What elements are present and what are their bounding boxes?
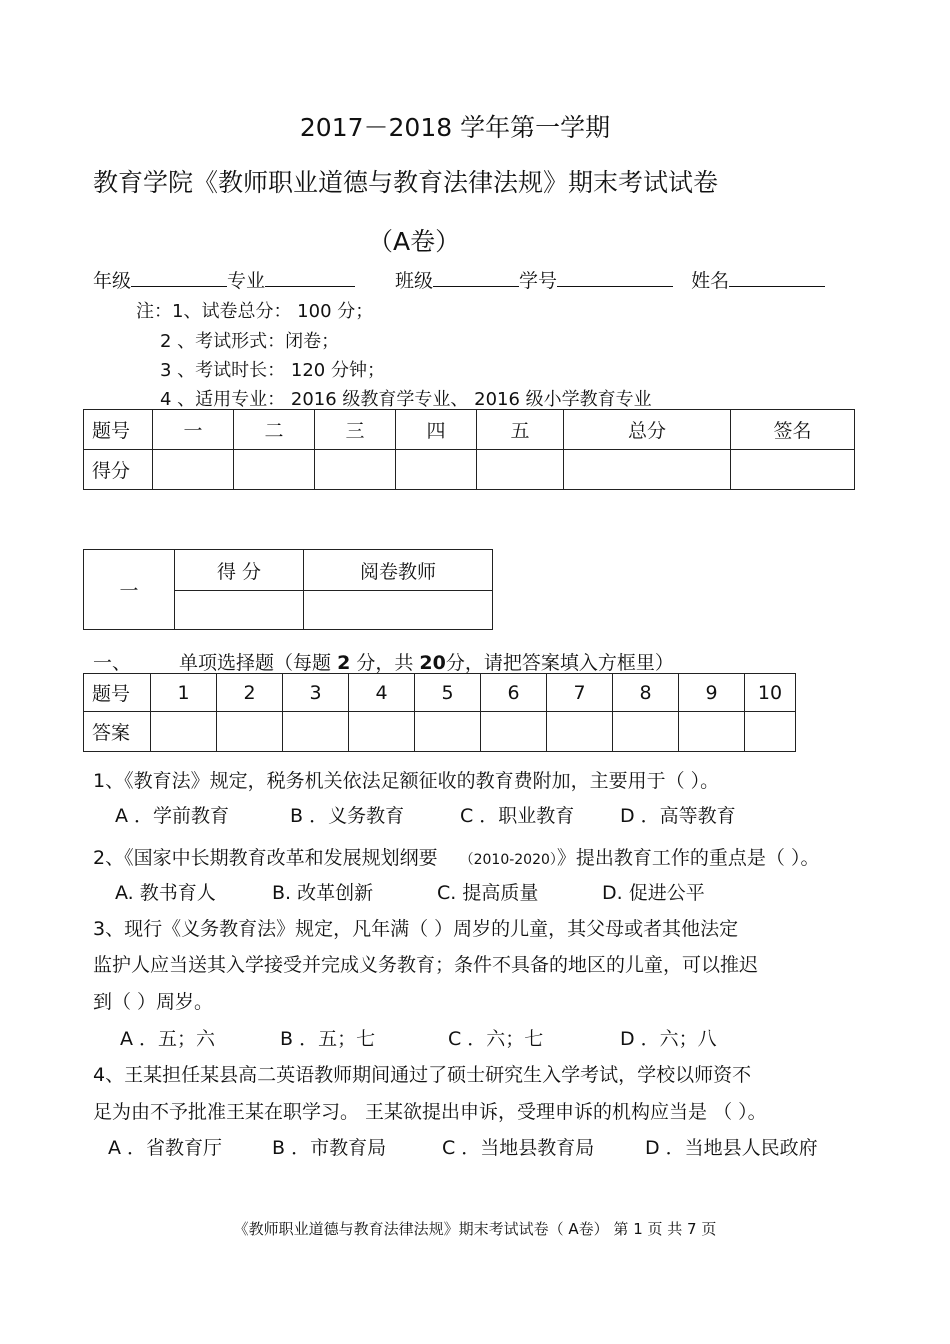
score-cell-4[interactable] <box>396 450 477 490</box>
score-table-header-5: 五 <box>477 410 564 450</box>
answer-cell-9[interactable] <box>679 712 745 752</box>
answer-table-number-5: 5 <box>415 674 481 712</box>
score-cell-5[interactable] <box>477 450 564 490</box>
score-table-header-3: 三 <box>315 410 396 450</box>
question-2-text-a: 2、《国家中长期教育改革和发展规划纲要 <box>93 847 438 869</box>
score-table-header-signature: 签名 <box>731 410 855 450</box>
note-2: 2 、考试形式：闭卷； <box>160 331 340 352</box>
exam-term: 2017－2018 学年第一学期 <box>299 113 611 142</box>
question-3-line-3: 到（ ）周岁。 <box>93 991 214 1013</box>
answer-table-number-10: 10 <box>745 674 796 712</box>
answer-cell-8[interactable] <box>613 712 679 752</box>
question-3-line-2: 监护人应当送其入学接受并完成义务教育；条件不具备的地区的儿童，可以推迟 <box>93 954 759 976</box>
answer-table-number-8: 8 <box>613 674 679 712</box>
note-1: 注：1、试卷总分： 100 分； <box>136 301 374 322</box>
score-table-score-label: 得分 <box>84 450 153 490</box>
exam-title: 教育学院《教师职业道德与教育法律法规》期末考试试卷 <box>93 168 719 197</box>
name-label: 姓名 <box>691 270 730 292</box>
question-3-option-c: C ．六；七 <box>448 1028 544 1050</box>
score-table-header-question: 题号 <box>84 410 153 450</box>
section-grader-label: 阅卷教师 <box>304 550 493 591</box>
question-3-option-a: A ．五；六 <box>120 1028 216 1050</box>
section-heading <box>93 648 674 675</box>
section-heading-points: 2 <box>337 652 351 674</box>
answer-table-number-2: 2 <box>217 674 283 712</box>
score-cell-signature[interactable] <box>731 450 855 490</box>
answer-cell-2[interactable] <box>217 712 283 752</box>
major-label: 专业 <box>227 270 266 292</box>
student-info-line <box>93 266 825 293</box>
answer-table <box>83 673 796 752</box>
class-blank[interactable] <box>433 268 519 287</box>
score-table-header-2: 二 <box>234 410 315 450</box>
answer-table-number-4: 4 <box>349 674 415 712</box>
question-2-option-d: D. 促进公平 <box>602 882 705 904</box>
answer-cell-3[interactable] <box>283 712 349 752</box>
student-id-blank[interactable] <box>557 268 673 287</box>
question-3-option-b: B ．五；七 <box>280 1028 376 1050</box>
question-4-line-2: 足为由不予批准王某在职学习。 王某欲提出申诉，受理申诉的机构应当是 （ ）。 <box>93 1101 767 1123</box>
question-2-text <box>93 843 819 870</box>
question-4-option-b: B ．市教育局 <box>272 1137 387 1159</box>
section-heading-total: 20 <box>419 652 446 674</box>
question-3-line-1: 3、现行《义务教育法》规定，凡年满（ ）周岁的儿童，其父母或者其他法定 <box>93 918 739 940</box>
question-2-years: （2010-2020） <box>459 852 557 868</box>
score-table-header-4: 四 <box>396 410 477 450</box>
question-4-option-d: D ．当地县人民政府 <box>645 1137 818 1159</box>
answer-table-answer-label: 答案 <box>84 712 151 752</box>
paper-version: （A卷） <box>368 227 461 256</box>
section-heading-prefix: 一、 <box>93 652 132 674</box>
section-score-cell[interactable] <box>175 591 304 630</box>
answer-cell-4[interactable] <box>349 712 415 752</box>
answer-table-number-label: 题号 <box>84 674 151 712</box>
question-2-text-b: 》提出教育工作的重点是（ ）。 <box>556 847 820 869</box>
page-footer: 《教师职业道德与教育法律法规》期末考试试卷（ A卷） 第 1 页 共 7 页 <box>233 1220 717 1238</box>
section-grader-cell[interactable] <box>304 591 493 630</box>
score-table-header-total: 总分 <box>564 410 731 450</box>
score-cell-3[interactable] <box>315 450 396 490</box>
answer-cell-7[interactable] <box>547 712 613 752</box>
grade-blank[interactable] <box>131 268 227 287</box>
question-3-option-d: D ．六；八 <box>620 1028 717 1050</box>
class-label: 班级 <box>395 270 434 292</box>
question-1-option-c: C ．职业教育 <box>460 805 575 827</box>
section-grading-box <box>83 549 493 630</box>
question-4-option-c: C ．当地县教育局 <box>442 1137 595 1159</box>
section-heading-text-a: 单项选择题（每题 <box>179 652 332 674</box>
score-table-header-1: 一 <box>153 410 234 450</box>
note-4: 4 、适用专业： 2016 级教育学专业、 2016 级小学教育专业 <box>160 389 652 410</box>
question-2-option-a: A. 教书育人 <box>115 882 216 904</box>
question-1-option-a: A ．学前教育 <box>115 805 230 827</box>
answer-table-number-7: 7 <box>547 674 613 712</box>
grade-label: 年级 <box>93 270 132 292</box>
answer-cell-5[interactable] <box>415 712 481 752</box>
question-4-option-a: A ．省教育厅 <box>108 1137 223 1159</box>
answer-table-number-1: 1 <box>151 674 217 712</box>
section-score-label: 得 分 <box>175 550 304 591</box>
answer-cell-1[interactable] <box>151 712 217 752</box>
answer-table-number-3: 3 <box>283 674 349 712</box>
question-1-text: 1、《教育法》规定，税务机关依法足额征收的教育费附加，主要用于（ ）。 <box>93 770 720 792</box>
score-cell-1[interactable] <box>153 450 234 490</box>
question-1-option-b: B ．义务教育 <box>290 805 405 827</box>
answer-cell-6[interactable] <box>481 712 547 752</box>
section-heading-text-c: 分，共 <box>356 652 414 674</box>
question-4-line-1: 4、王某担任某县高二英语教师期间通过了硕士研究生入学考试，学校以师资不 <box>93 1064 752 1086</box>
score-table <box>83 409 855 490</box>
answer-cell-10[interactable] <box>745 712 796 752</box>
major-blank[interactable] <box>265 268 355 287</box>
section-heading-text-e: 分，请把答案填入方框里） <box>445 652 674 674</box>
score-cell-total[interactable] <box>564 450 731 490</box>
note-3: 3 、考试时长： 120 分钟； <box>160 360 385 381</box>
section-number: 一 <box>84 550 175 630</box>
score-cell-2[interactable] <box>234 450 315 490</box>
question-1-option-d: D ．高等教育 <box>620 805 736 827</box>
student-id-label: 学号 <box>519 270 558 292</box>
question-2-option-b: B. 改革创新 <box>272 882 374 904</box>
name-blank[interactable] <box>729 268 825 287</box>
question-2-option-c: C. 提高质量 <box>437 882 539 904</box>
answer-table-number-9: 9 <box>679 674 745 712</box>
answer-table-number-6: 6 <box>481 674 547 712</box>
